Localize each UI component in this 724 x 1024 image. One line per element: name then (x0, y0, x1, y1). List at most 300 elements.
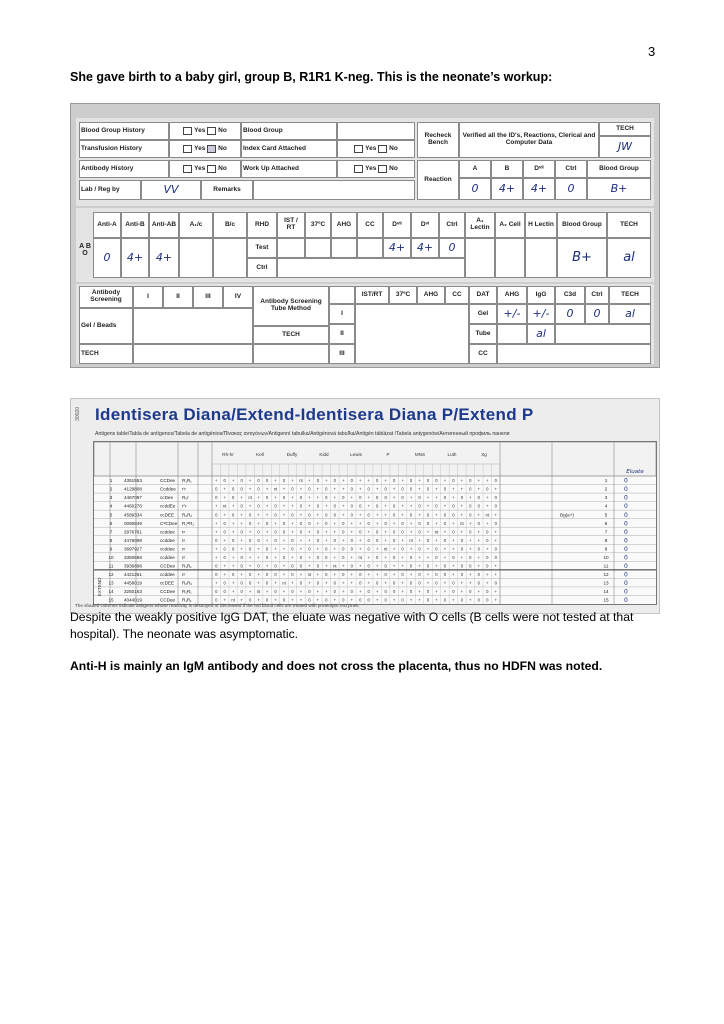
antigram-antigen-cell: 0 (418, 495, 421, 501)
antigram-antigen-cell: + (359, 546, 362, 552)
antigram-antigen-cell: 0 (342, 597, 345, 603)
antigram-group-label: Rh-hr (222, 452, 234, 457)
antigram-antigen-cell: + (308, 563, 311, 569)
antigram-antigen-cell: 0 (452, 580, 455, 586)
antigram-antigen-cell: nt (282, 580, 286, 586)
antigram-row-number-right: 4 (604, 503, 608, 509)
antigram-antigen-cell: 0 (257, 486, 260, 492)
abo-header-blood-group: Blood Group (557, 212, 607, 238)
antigram-antigen-cell: 0 (409, 486, 413, 492)
antigram-donor-number: 3350668 (124, 554, 142, 560)
antigram-antigen-cell: + (477, 589, 481, 595)
antigram-antigen-cell: + (231, 520, 235, 526)
page-number: 3 (648, 44, 656, 59)
antigram-antigen-cell: + (418, 597, 421, 603)
blood-group-history-label: Blood Group History (79, 122, 169, 140)
antigram-antigen-cell: + (418, 486, 421, 492)
antigram-antigen-cell: + (409, 546, 413, 552)
antigram-antigen-cell: + (418, 478, 421, 484)
antigram-antigen-cell: 0 (240, 529, 243, 535)
antigram-antigen-cell: 0 (452, 512, 455, 518)
antigram-antigen-cell: 0 (409, 512, 413, 518)
antigram-rh-phenotype: ccDee (160, 495, 174, 501)
antigram-antigen-cell: + (460, 478, 464, 484)
antigram-antigen-cell: 0 (359, 495, 362, 501)
checkbox-icon (354, 165, 363, 173)
antigram-antigen-cell: 0 (316, 478, 320, 484)
antigram-antigen-cell: + (274, 546, 277, 552)
tube-col-ist: IST/RT (355, 286, 389, 304)
antigram-antigen-cell: + (308, 478, 311, 484)
antigram-rh-phenotype: ccDEE (160, 580, 175, 586)
antigram-antigen-cell: + (367, 580, 370, 586)
tube-row-1: I (329, 304, 355, 324)
antigram-antigen-cell: + (282, 537, 286, 543)
tube-col-37c: 37ºC (389, 286, 417, 304)
antigram-rh-type: R₀r (182, 495, 189, 501)
antigram-antigen-cell: + (342, 537, 345, 543)
antigram-antigen-cell: + (452, 572, 455, 578)
antigram-antigen-cell: + (426, 572, 430, 578)
ctrl-row-values (277, 258, 465, 278)
antigram-antigen-cell: + (274, 580, 277, 586)
remarks-label: Remarks (201, 180, 253, 200)
antigram-antigen-cell: + (409, 597, 413, 603)
antigram-row-number: 10 (108, 554, 114, 560)
antigram-antigen-cell: + (477, 486, 481, 492)
antigram-antigen-cell: 0 (274, 572, 277, 578)
antigram-antigen-cell: 0 (443, 486, 447, 492)
tube-row-2: II (329, 324, 355, 344)
antigram-antigen-cell: 0 (367, 546, 370, 552)
eluate-result: 0 (624, 545, 628, 553)
antigram-antigen-cell: + (231, 503, 235, 509)
test-row-label: Test (247, 238, 277, 258)
antigram-rh-type: r'r (182, 486, 186, 492)
antigram-antigen-cell: 0 (486, 486, 489, 492)
antigram-antigen-cell: + (350, 572, 353, 578)
antigram-antigen-cell: 0 (316, 503, 320, 509)
antigram-antigen-cell: 0 (248, 572, 252, 578)
antigram-antigen-cell: 0 (291, 589, 294, 595)
eluate-result: 0 (624, 528, 628, 536)
antigram-antigen-cell: + (316, 572, 320, 578)
eluate-result: 0 (624, 511, 628, 519)
antigram-antigen-cell: nt (222, 503, 227, 509)
antigram-antigen-cell: + (460, 503, 464, 509)
antigram-antigen-cell: 0 (443, 495, 447, 501)
antigram-antigen-cell: 0 (257, 478, 260, 484)
antigram-antigen-cell: 0 (486, 597, 489, 603)
antigram-antigen-cell: + (486, 495, 489, 501)
antigram-antigen-cell: 0 (367, 589, 370, 595)
dat-ahg-value: +/- (497, 304, 527, 324)
antigram-antigen-cell: + (299, 512, 303, 518)
antigram-rh-phenotype: ccddee (160, 529, 175, 535)
antigram-antigen-cell: + (426, 546, 430, 552)
antigram-antigen-cell: 0 (308, 597, 311, 603)
antigram-subtitle: Antigens table/Tabla de antígenos/Tabela de antigénios/Πίνακας αντιγόνων/Antigenní tabulka/Antigénová tabuľka/Antigén táblázat /Tabela antygenów/Антигенный профиль панели (95, 431, 510, 437)
antigram-antigen-cell: 0 (240, 478, 243, 484)
antigram-antigen-cell: + (223, 572, 226, 578)
antigram-antigen-cell: + (231, 478, 235, 484)
antigram-row-number: 3 (109, 495, 113, 501)
antigram-antigen-cell: 0 (418, 572, 421, 578)
screen-col-2: II (163, 286, 193, 308)
antigram-row-number: 12 (108, 572, 114, 578)
recheck-tech-value: JW (599, 136, 651, 158)
antigram-donor-number: 4351553 (124, 478, 142, 484)
antigram-antigen-cell: 0 (291, 563, 294, 569)
antigram-antigen-cell: 0 (469, 563, 472, 569)
reaction-dvii-value: 4+ (523, 178, 555, 200)
antigram-antigen-cell: + (325, 563, 328, 569)
antigram-antigen-cell: + (325, 589, 328, 595)
antigram-antigen-cell: 0 (274, 512, 277, 518)
antigram-antigen-cell: 0 (316, 537, 320, 543)
antigram-row-number-right: 10 (603, 554, 609, 560)
transfusion-history-options: Yes No (169, 140, 241, 158)
antigram-antigen-cell: 0 (223, 580, 226, 586)
abo-header-a1c: A₁/c (179, 212, 213, 238)
antigram-antigen-cell: + (494, 572, 497, 578)
antigram-antigen-cell: + (248, 486, 252, 492)
antigram-antigen-cell: + (257, 512, 260, 518)
antigram-antigen-cell: 0 (232, 495, 235, 501)
antigram-antigen-cell: + (392, 520, 396, 526)
anti-b-value: 4+ (121, 238, 149, 278)
eluate-result: 0 (624, 537, 628, 545)
antigram-antigen-cell: + (477, 529, 481, 535)
dat-row-tube: Tube (469, 324, 497, 344)
antigram-antigen-cell: + (308, 529, 311, 535)
antigram-donor-number: 2976761 (124, 529, 142, 535)
antigram-antigen-cell: + (469, 597, 472, 603)
screen-col-1: I (133, 286, 163, 308)
antigram-antigen-cell: 0 (401, 529, 404, 535)
antigram-antigen-cell: 0 (342, 572, 345, 578)
reaction-label: Reaction (417, 160, 459, 200)
antigram-antigen-cell: + (333, 554, 337, 560)
antigram-antigen-cell: 0 (223, 546, 226, 552)
screen-tech-label: TECH (79, 344, 133, 364)
antigram-antigen-cell: 0 (477, 503, 480, 509)
antigram-antigen-cell: + (367, 478, 370, 484)
antigram-group-label: MNS (414, 452, 426, 457)
antigram-antigen-cell: 0 (265, 580, 269, 586)
antigram-antigen-cell: + (443, 580, 447, 586)
recheck-bench-label: Recheck Bench (417, 122, 459, 158)
antigram-antigen-cell: 0 (359, 597, 362, 603)
antigram-antigen-cell: + (282, 572, 286, 578)
dat-col-ahg: AHG (497, 286, 527, 304)
checkbox-icon (183, 165, 192, 173)
antigram-antigen-cell: + (452, 546, 455, 552)
antigram-antigen-cell: 0 (435, 580, 438, 586)
checkbox-icon (183, 145, 192, 153)
eluate-result: 0 (624, 580, 628, 588)
antigram-antigen-cell: 0 (460, 572, 464, 578)
dat-col-tech: TECH (609, 286, 651, 304)
antigram-antigen-cell: 0 (240, 589, 243, 595)
antigram-group-label: Duffy (286, 452, 298, 457)
antigram-antigen-cell: 0 (435, 546, 438, 552)
antigram-antigen-cell: 0 (409, 580, 413, 586)
antigram-antigen-cell: + (299, 486, 303, 492)
antigram-antigen-cell: 0 (291, 546, 294, 552)
antigram-antigen-cell: 0 (477, 520, 480, 526)
antigram-antigen-cell: + (215, 529, 218, 535)
antigram-antigen-cell: + (375, 597, 379, 603)
antigram-antigen-cell: 0 (469, 512, 472, 518)
heading: She gave birth to a baby girl, group B, R1R1 K-neg. This is the neonate’s workup: (70, 70, 553, 84)
antigram-antigen-cell: 0 (325, 554, 328, 560)
antigram-antigen-cell: 0 (384, 572, 387, 578)
antigram-antigen-cell: 0 (333, 478, 336, 484)
antigram-antigen-cell: + (231, 529, 235, 535)
antigram-antigen-cell: nt (273, 486, 278, 492)
antigram-antigen-cell: + (460, 529, 464, 535)
antibody-screening-tube-label: Antibody Screening Tube Method (253, 286, 329, 326)
antigram-donor-number: 4129808 (124, 486, 142, 492)
antigram-antigen-cell: 0 (359, 572, 362, 578)
antigram-antigen-cell: 0 (308, 486, 311, 492)
antigram-donor-number: 4044019 (124, 597, 142, 603)
antigram-antigen-cell: 0 (232, 512, 235, 518)
antigram-antigen-cell: + (367, 554, 370, 560)
anti-a-value: 0 (93, 238, 121, 278)
paragraph-anti-h: Anti-H is mainly an IgM antibody and does not cross the placenta, thus no HDFN was noted. (70, 659, 603, 673)
antigram-antigen-cell: 0 (392, 478, 396, 484)
blood-group-value (337, 122, 415, 140)
antigram-antigen-cell: + (367, 572, 370, 578)
antigram-antigen-cell: 0 (265, 554, 269, 560)
antigram-antigen-cell: + (257, 546, 260, 552)
antigram-rh-phenotype: ccddEe (160, 503, 176, 509)
antigram-antigen-cell: + (435, 486, 438, 492)
dat-col-ctrl: Ctrl (585, 286, 609, 304)
antigram-antigen-cell: + (477, 554, 481, 560)
antigram-antigen-cell: + (359, 589, 362, 595)
antigram-antigen-cell: + (223, 495, 226, 501)
antigram-rh-phenotype: CʷCDee (160, 520, 178, 526)
antigram-antigen-cell: 0 (469, 478, 472, 484)
abo-tech-value: al (607, 238, 651, 278)
antigram-antigen-cell: + (325, 478, 328, 484)
antigram-antigen-cell: 0 (316, 563, 320, 569)
antigram-antigen-cell: 0 (426, 563, 430, 569)
dat-col-igg: IgG (527, 286, 555, 304)
index-card-options: Yes No (337, 140, 415, 158)
antigram-antigen-cell: + (223, 563, 226, 569)
antigram-antigen-cell: + (274, 554, 277, 560)
antigram-antigen-cell: 0 (401, 486, 404, 492)
antigram-antigen-cell: + (274, 478, 277, 484)
antigram-antigen-cell: + (494, 529, 497, 535)
antigram-antigen-cell: 0 (257, 529, 260, 535)
antigram-antigen-cell: + (282, 486, 286, 492)
antigram-antigen-cell: + (291, 478, 294, 484)
antigram-antigen-cell: 0 (452, 554, 455, 560)
antigram-antigen-cell: 0 (367, 520, 370, 526)
antigram-row-number-right: 14 (603, 589, 609, 595)
antigram-antigen-cell: + (240, 546, 243, 552)
antigram-rh-phenotype: ccddee (160, 554, 175, 560)
antigram-antigen-cell: 0 (215, 563, 218, 569)
antigram-antigen-cell: + (265, 512, 269, 518)
antigram-antigen-cell: + (392, 546, 396, 552)
antigram-antigen-cell: + (316, 512, 320, 518)
antigram-antigen-cell: + (231, 580, 235, 586)
antigram-antigen-cell: 0 (223, 589, 226, 595)
antigram-antigen-cell: 0 (350, 546, 353, 552)
reaction-a-value: 0 (459, 178, 491, 200)
eluate-result: 0 (624, 597, 628, 604)
antigram-rh-type: R₁R₁ (182, 563, 192, 569)
antigram-rh-type: rr (182, 529, 186, 535)
tube-col-cc: CC (445, 286, 469, 304)
antigram-antigen-cell: + (299, 589, 303, 595)
antigram-antigen-cell: + (401, 537, 404, 543)
antigram-rh-phenotype: ccddee (160, 546, 175, 552)
antigram-antigen-cell: 0 (409, 589, 413, 595)
antigram-antigen-cell: nt (434, 529, 439, 535)
eluate-result: 0 (624, 477, 628, 485)
antigram-antigen-cell: + (452, 563, 455, 569)
eluate-result: 0 (624, 486, 628, 494)
antigram-antigen-cell: 0 (367, 512, 370, 518)
antigram-antigen-cell: 0 (477, 546, 480, 552)
antigram-antigen-cell: + (384, 554, 387, 560)
tube-row-3: III (329, 344, 355, 364)
antigram-antigen-cell: + (409, 503, 413, 509)
antigram-antigen-cell: 0 (333, 580, 336, 586)
antigram-footer: The shaded columns indicate antigens whose reactivity is destroyed or decreased if the red blood cells are treated with proteolytic enzymes. (75, 603, 360, 608)
antigram-row-number: 15 (108, 597, 114, 603)
antigram-antigen-cell: 0 (494, 580, 497, 586)
antigram-antigen-cell: 0 (215, 537, 218, 543)
antigram-row-number: 4 (109, 503, 113, 509)
antigram-antigen-cell: 0 (325, 512, 328, 518)
antigram-rh-type: r''r (182, 503, 187, 509)
antigram-antigen-cell: + (291, 580, 294, 586)
antigram-antigen-cell: 0 (392, 589, 396, 595)
antigram-antigen-cell: + (333, 597, 337, 603)
antigram-row-number: 8 (109, 537, 113, 543)
antigram-antigen-cell: + (359, 478, 362, 484)
antigram-antigen-cell: 0 (265, 478, 269, 484)
index-card-label: Index Card Attached (241, 140, 337, 158)
antigram-antigen-cell: nt (460, 520, 464, 526)
antigram-antigen-cell: 0 (469, 529, 472, 535)
antigram-row-number-right: 15 (603, 597, 609, 603)
antigram-antigen-cell: 0 (240, 580, 243, 586)
antigram-antigen-cell: + (418, 537, 421, 543)
antigram-antigen-cell: + (248, 554, 252, 560)
checkbox-icon (378, 165, 387, 173)
antigram-antigen-cell: 0 (291, 512, 294, 518)
antigram-code: 30020 (75, 407, 81, 421)
antigram-antigen-cell: 0 (248, 512, 252, 518)
antigram-antigen-cell: 0 (342, 520, 345, 526)
antigram-rh-type: rr (182, 572, 186, 578)
tube-igg-value: al (527, 324, 555, 344)
antigram-antigen-cell: 0 (418, 580, 421, 586)
antigram-antigen-cell: 0 (376, 537, 379, 543)
antigram-antigen-cell: 0 (443, 572, 447, 578)
dat-header: DAT (469, 286, 497, 304)
a2-cell-value (495, 238, 525, 278)
antigram-antigen-cell: 0 (215, 589, 218, 595)
antigram-antigen-cell: 0 (384, 486, 387, 492)
antigram-antigen-cell: + (291, 495, 294, 501)
antigram-antigen-cell: + (409, 572, 413, 578)
antigram-row-number-right: 5 (604, 512, 608, 518)
antigram-antigen-cell: 0 (469, 554, 472, 560)
antigram-row-number-right: 3 (604, 495, 608, 501)
eluate-result: 0 (624, 520, 628, 528)
antigram-row-number: 14 (108, 589, 114, 595)
antigram-antigen-cell: 0 (350, 589, 353, 595)
antigram-antigen-cell: + (299, 537, 303, 543)
antigram-antigen-cell: 0 (401, 572, 404, 578)
antigram-antigen-cell: nt (256, 589, 261, 595)
extend-label: EXTEND (97, 577, 102, 597)
antigram-antigen-cell: + (367, 503, 370, 509)
antigram-antigen-cell: 0 (469, 503, 472, 509)
antigram-antigen-cell: + (435, 512, 438, 518)
abo-label: A B O (79, 242, 91, 257)
antigram-antigen-cell: + (375, 520, 379, 526)
abo-header-h-lectin: H Lectin (525, 212, 557, 238)
antigram-antigen-cell: + (274, 520, 277, 526)
antigram-antigen-cell: + (486, 520, 489, 526)
antigram-antigen-cell: 0 (299, 580, 303, 586)
antigram-row-number-right: 6 (604, 520, 608, 526)
antigram-antigen-cell: 0 (392, 537, 396, 543)
antigram-antigen-cell: 0 (308, 546, 311, 552)
bc-value (213, 238, 247, 278)
antigram-antigen-cell: 0 (426, 597, 430, 603)
antigram-antigen-cell: + (350, 529, 353, 535)
antigram-antigen-cell: 0 (443, 563, 447, 569)
antigram-antigen-cell: + (308, 537, 311, 543)
antigram-antigen-cell: + (299, 597, 303, 603)
antigram-antigen-cell: + (291, 503, 294, 509)
antigram-antigen-cell: + (418, 589, 421, 595)
recheck-col-b: B (491, 160, 523, 178)
antigram-antigen-cell: + (215, 554, 218, 560)
antigram-antigen-cell: 0 (494, 554, 497, 560)
antigram-donor-number: 4460276 (124, 503, 142, 509)
antigram-antigen-cell: + (494, 563, 497, 569)
gel-beads-label: Gel / Beads (79, 308, 133, 344)
antigram-antigen-cell: + (426, 580, 430, 586)
antigram-antigen-cell: + (359, 486, 362, 492)
antigram-antigen-cell: 0 (282, 520, 286, 526)
antigram-antigen-cell: + (452, 537, 455, 543)
antigram-antigen-cell: + (375, 512, 379, 518)
antigram-row-number-right: 13 (603, 580, 609, 586)
antigram-antigen-cell: 0 (376, 554, 379, 560)
antigram-group-label: P (386, 452, 390, 457)
antigram-antigen-cell: + (401, 512, 404, 518)
antigram-antigen-cell: + (342, 563, 345, 569)
abo-header-anti-a: Anti-A (93, 212, 121, 238)
antigram-antigen-cell: + (452, 495, 455, 501)
antigram-antigen-cell: + (384, 512, 387, 518)
cc-value (357, 238, 383, 258)
